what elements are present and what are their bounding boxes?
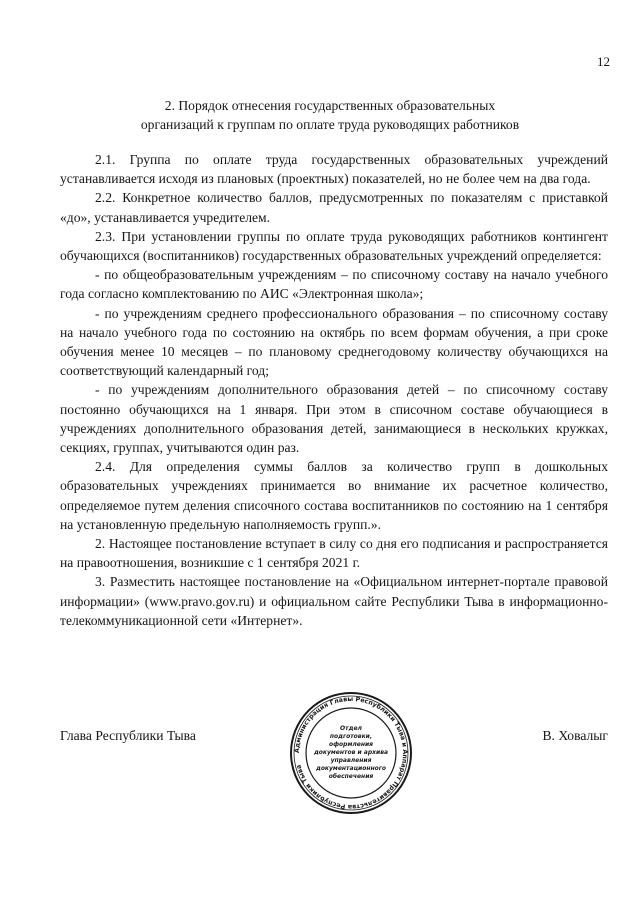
paragraph-2-2: 2.2. Конкретное количество баллов, предусмотренных по показателям с приставкой «до», устанавливается учредителем. — [60, 190, 608, 225]
stamp-line-1: Отдел — [340, 725, 362, 732]
stamp-line-3: оформления — [328, 741, 374, 748]
paragraph-2-3: 2.3. При установлении группы по оплате труда руководящих работников контингент обучающихся (воспитанников) государственных образовательных учреждений определяется: — [60, 228, 608, 264]
paragraph-2-4: 2.4. Для определения суммы баллов за количество групп в дошкольных образовательных учреждениях принимается во внимание их расчетное количество, определяемое путем деления списочного состава воспитанников по состоянию на 1 сентября на установленную предельную наполняемость групп.». — [60, 459, 608, 532]
section-heading — [60, 96, 600, 134]
list-item-additional-education: - по учреждениям дополнительного образования детей – по списочному составу постоянно обучающихся на 1 января. При этом в списочном составе обучающиеся в учреждениях дополнительного образования детей, занимающиеся в нескольких кружках, секциях, группах, учитываются один раз. — [60, 382, 608, 456]
stamp-line-4: документов и архива — [313, 749, 389, 756]
stamp-line-7: обеспечения — [328, 773, 374, 780]
heading-line-1: 2. Порядок отнесения государственных образовательных — [164, 98, 496, 113]
list-item-general-education: - по общеобразовательным учреждениям – по списочному составу на начало учебного года согласно комплектованию по АИС «Электронная школа»; — [60, 267, 608, 302]
heading-line-2: организаций к группам по оплате труда руководящих работников — [140, 117, 520, 132]
paragraph-publication: 3. Разместить настоящее постановление на «Официальном интернет-портале правовой информации» (www.pravo.gov.ru) и официальном сайте Республики Тыва в информационно-телекоммуникационной сети «Интернет». — [60, 574, 608, 628]
stamp-line-5: управления — [330, 757, 372, 764]
stamp-ring-text: Администрация Главы Республики Тыва и Аппарат Правительства Республики Тыва — [292, 694, 410, 812]
stamp-line-2: подготовки, — [329, 733, 373, 740]
signatory-title: Глава Республики Тыва — [60, 728, 196, 743]
page-number: 12 — [597, 54, 610, 69]
stamp-line-6: документационного — [315, 765, 387, 772]
list-item-vocational-education: - по учреждениям среднего профессионального образования – по списочному составу на начало учебного года по состоянию на октябрь по всем формам обучения, а при сроке обучения менее 10 месяцев – по плановому среднегодовому количеству обучающихся на соответствующий календарный год; — [60, 305, 608, 379]
official-stamp — [288, 690, 414, 816]
paragraph-effective-date: 2. Настоящее постановление вступает в силу со дня его подписания и распространяется на правоотношения, возникшие с 1 сентября 2021 г. — [60, 536, 608, 571]
signatory-name: В. Ховалыг — [542, 728, 608, 743]
paragraph-2-1: 2.1. Группа по оплате труда государственных образовательных учреждений устанавливается исходя из плановых (проектных) показателей, но не более чем на два года. — [60, 152, 608, 187]
document-body — [60, 150, 608, 630]
